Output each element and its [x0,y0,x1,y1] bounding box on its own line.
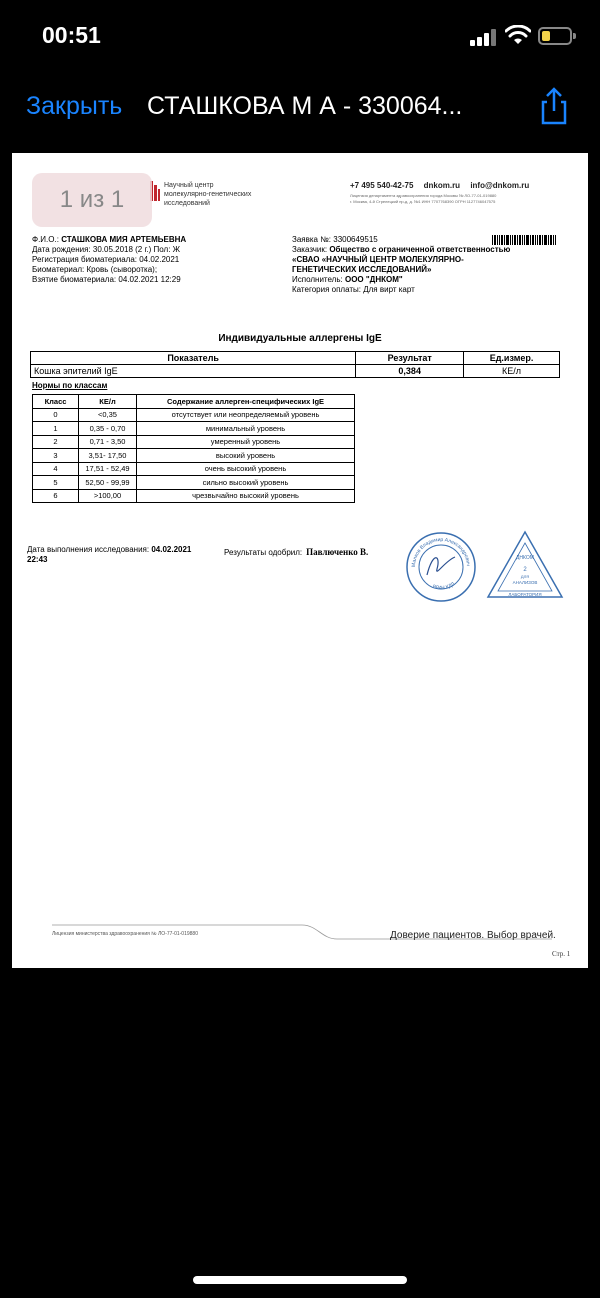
table-row: 2 0,71 - 3,50 умеренный уровень [33,435,355,449]
table-row: 0 <0,35 отсутствует или неопределяемый уровень [33,408,355,422]
results-table [30,351,560,378]
wifi-icon [505,25,531,45]
table-row: 1 0,35 - 0,70 минимальный уровень [33,422,355,436]
completion-date: Дата выполнения исследования: 04.02.2021 22:43 [27,545,192,564]
result-unit: КЕ/л [464,365,560,378]
norms-header-value: КЕ/л [79,395,137,409]
table-row: 6 >100,00 чрезвычайно высокий уровень [33,489,355,503]
results-header-unit: Ед.измер. [464,352,560,365]
share-icon [534,86,574,126]
triangle-stamp [486,529,564,601]
results-header-result: Результат [356,352,464,365]
footer-slogan: Доверие пациентов. Выбор врачей. [390,930,556,941]
status-time: 00:51 [42,22,101,48]
results-header-indicator: Показатель [31,352,356,365]
svg-text:ЛАБОРАТОРИЯ: ЛАБОРАТОРИЯ [508,592,542,597]
norms-header-class: Класс [33,395,79,409]
share-button[interactable] [534,86,574,126]
page-counter: 1 из 1 [32,173,152,227]
barcode [492,235,556,245]
norms-label: Нормы по классам [32,381,108,390]
status-bar [0,0,600,74]
phone-number: +7 495 540-42-75 [350,181,414,190]
order-number: Заявка №: 3300649515 [292,235,378,244]
norms-table [32,394,355,503]
svg-text:2: 2 [523,567,527,573]
navigation-bar [0,80,600,140]
doctor-name: Павлюченко В. [306,547,369,557]
website: dnkom.ru [423,181,461,190]
approved-by: Результаты одобрил: Павлюченко В. [224,547,369,557]
svg-text:ДЛЯ: ДЛЯ [520,574,530,579]
header-contacts [350,181,537,190]
page-number: Стр. 1 [552,950,571,958]
organization-name: Научный центр молекулярно-генетических исследований [164,182,252,207]
norms-header-row [33,395,355,409]
svg-text:ДНКОМ: ДНКОМ [516,555,534,561]
table-row [31,365,560,378]
svg-text:АНАЛИЗОВ: АНАЛИЗОВ [512,580,538,585]
patient-info: Ф.И.О.: СТАШКОВА МИЯ АРТЕМЬЕВНА Дата рождения: 30.05.2018 (2 г.) Пол: Ж Регистрация биоматериала: 04.02.2021 Биоматериал: Кровь (сыворотка); Взятие биоматериала: 04.02.2021 12:29 [32,235,187,284]
home-indicator[interactable] [193,1276,407,1284]
svg-text:ВРАЧ КДЛ: ВРАЧ КДЛ [431,581,457,592]
norms-header-content: Содержание аллерген-специфических IgE [137,395,355,409]
patient-name: СТАШКОВА МИЯ АРТЕМЬЕВНА [61,235,187,244]
email: info@dnkom.ru [470,181,530,190]
table-row: 5 52,50 - 99,99 сильно высокий уровень [33,476,355,490]
round-stamp [405,531,477,603]
results-header-row [31,352,560,365]
table-row: 3 3,51- 17,50 высокий уровень [33,449,355,463]
result-indicator: Кошка эпителий IgE [31,365,356,378]
svg-text:Малков Владимир Александрович: Малков Владимир Александрович [410,536,471,568]
battery-icon [538,27,572,45]
close-button[interactable]: Закрыть [26,92,123,120]
table-row: 4 17,51 - 52,49 очень высокий уровень [33,462,355,476]
document-title: СТАШКОВА М А - 330064... [147,92,463,120]
order-info: Заявка №: 3300649515 Заказчик: Общество с ограниченной ответственностью «СВАО «НАУЧНЫЙ ЦЕНТР МОЛЕКУЛЯРНО-ГЕНЕТИЧЕСКИХ ИССЛЕДОВАНИЙ» Исполнитель: ООО "ДНКОМ" Категория оплаты: Для вирт карт [292,235,511,294]
document-page[interactable] [12,153,588,968]
header-license: Лицензия департамента здравоохранения города Москвы № ЛО-77-01-019880 г. Москва, 4-й Стрелецкий пр-д, д. №1 ИНН 7707768390 ОГРН 1127746047575 [350,193,497,204]
result-value: 0,384 [356,365,464,378]
section-title: Индивидуальные аллергены IgE [218,333,382,344]
footer-license: Лицензия министерства здравоохранения № ЛО-77-01-019880 [52,931,198,937]
cellular-signal-icon [470,28,496,46]
